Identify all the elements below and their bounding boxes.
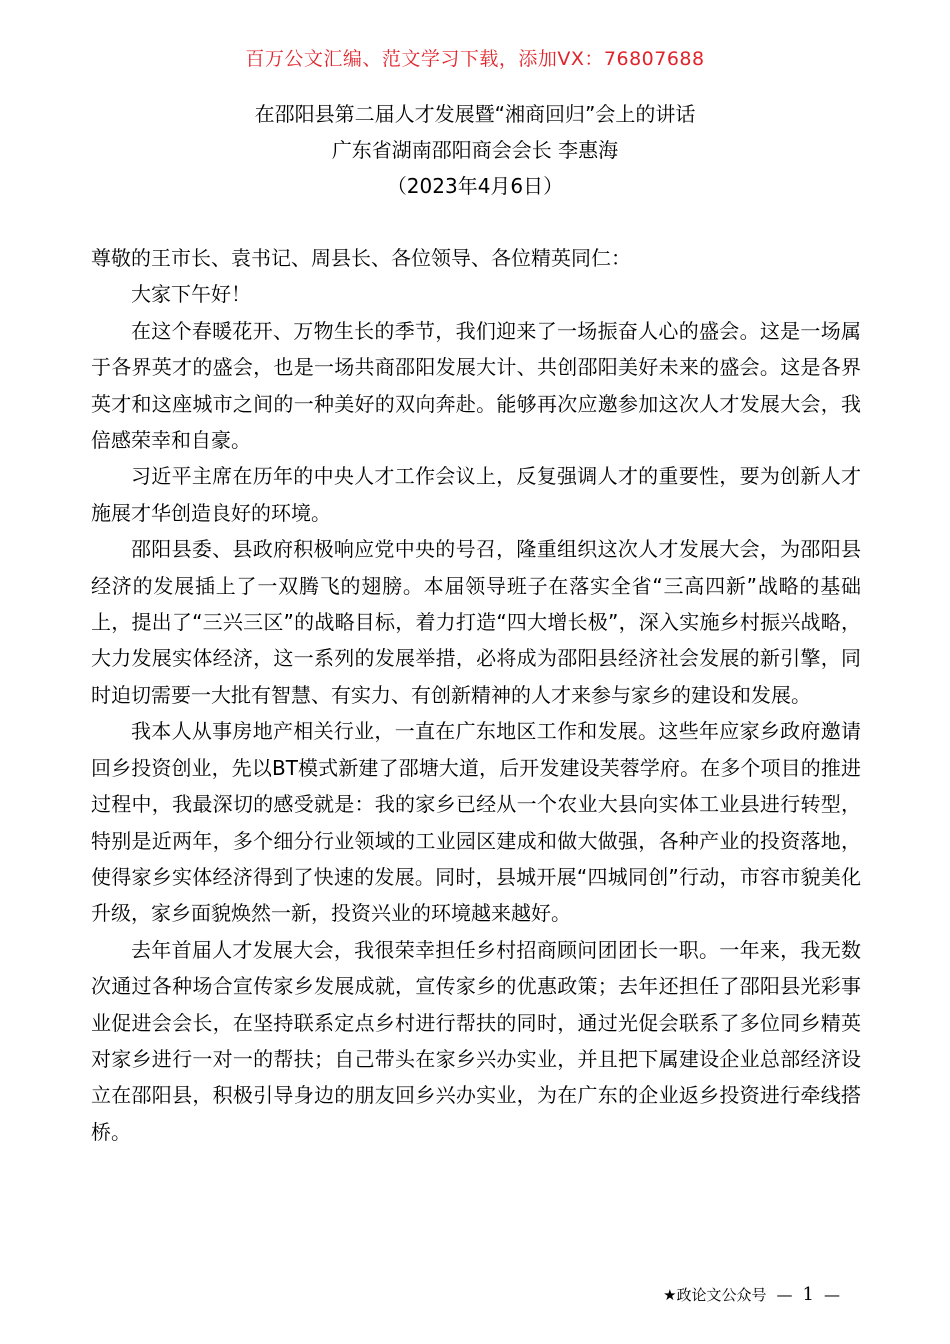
body-paragraph: 去年首届人才发展大会，我很荣幸担任乡村招商顾问团团长一职。一年来，我无数次通过各种场合宣传家乡发展成就，宣传家乡的优惠政策；去年还担任了邵阳县光彩事业促进会会长，在坚持联系定点乡村进行帮扶的同时，通过光促会联系了多位同乡精英对家乡进行一对一的帮扶；自己带头在家乡兴办实业，并且把下属建设企业总部经济设立在邵阳县，积极引导身边的朋友回乡兴办实业，为在广东的企业返乡投资进行牵线搭桥。 (91, 937, 861, 1144)
document-heading (0, 96, 950, 204)
salutation: 尊敬的王市长、袁书记、周县长、各位领导、各位精英同仁： (91, 246, 631, 270)
body-paragraph: 习近平主席在历年的中央人才工作会议上，反复强调人才的重要性，要为创新人才施展才华创造良好的环境。 (91, 464, 861, 525)
star-icon: ★ (663, 1286, 677, 1304)
speech-body (91, 240, 861, 1150)
page-dash-left: — (776, 1285, 793, 1304)
page-number: 1 (802, 1284, 814, 1305)
body-paragraph: 邵阳县委、县政府积极响应党中央的号召，隆重组织这次人才发展大会，为邵阳县经济的发展插上了一双腾飞的翅膀。本届领导班子在落实全省“三高四新”战略的基础上，提出了“三兴三区”的战略目标，着力打造“四大增长极”，深入实施乡村振兴战略，大力发展实体经济，这一系列的发展举措，必将成为邵阳县经济社会发展的新引擎，同时迫切需要一大批有智慧、有实力、有创新精神的人才来参与家乡的建设和发展。 (91, 537, 861, 707)
footer-source (663, 1284, 766, 1306)
page-footer (663, 1284, 840, 1306)
footer-source-label: 政论文公众号 (676, 1286, 767, 1304)
body-paragraph: 在这个春暖花开、万物生长的季节，我们迎来了一场振奋人心的盛会。这是一场属于各界英才的盛会，也是一场共商邵阳发展大计、共创邵阳美好未来的盛会。这是各界英才和这座城市之间的一种美好的双向奔赴。能够再次应邀参加这次人才发展大会，我倍感荣幸和自豪。 (91, 318, 861, 453)
speaker-line: 广东省湖南邵阳商会会长 李惠海 (331, 138, 619, 162)
speech-title: 在邵阳县第二届人才发展暨“湘商回归”会上的讲话 (254, 102, 696, 126)
download-banner: 百万公文汇编、范文学习下载，添加VX：76807688 (245, 48, 705, 70)
speech-date: （2023年4月6日） (386, 174, 564, 198)
greeting-paragraph: 大家下午好！ (131, 282, 251, 307)
body-paragraph: 我本人从事房地产相关行业，一直在广东地区工作和发展。这些年应家乡政府邀请回乡投资创业，先以BT模式新建了邵塘大道，后开发建设芙蓉学府。在多个项目的推进过程中，我最深切的感受就是：我的家乡已经从一个农业大县向实体工业县进行转型，特别是近两年，多个细分行业领域的工业园区建成和做大做强，各种产业的投资落地，使得家乡实体经济得到了快速的发展。同时，县城开展“四城同创”行动，市容市貌美化升级，家乡面貌焕然一新，投资兴业的环境越来越好。 (91, 719, 861, 926)
page-dash-right: — (824, 1285, 840, 1304)
